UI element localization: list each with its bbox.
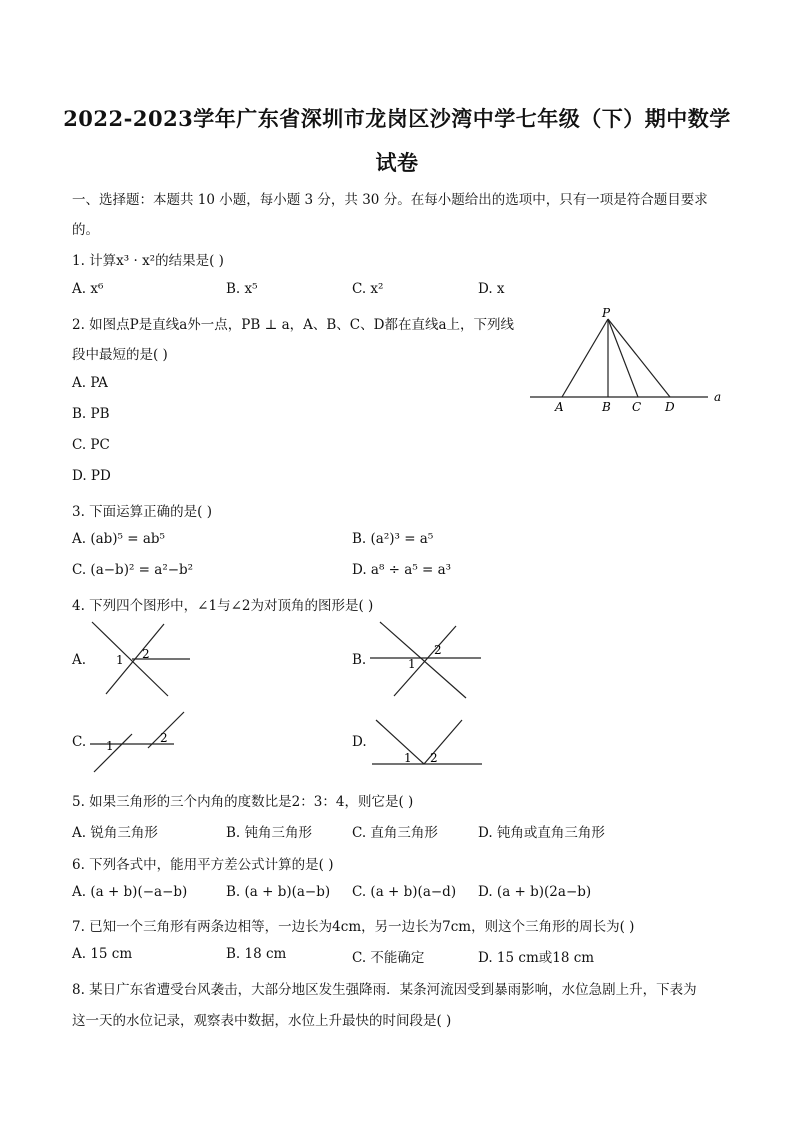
q3-option-d: D. a⁸ ÷ a⁵ = a³ (352, 562, 452, 578)
q3-stem: 3. 下面运算正确的是( ) (72, 504, 212, 520)
q8-stem-continued: 这一天的水位记录，观察表中数据，水位上升最快的时间段是( ) (72, 1013, 452, 1029)
q4-figure-c (88, 706, 198, 776)
svg-text:2: 2 (160, 731, 168, 745)
q2-stem-continued: 段中最短的是( ) (72, 347, 168, 363)
q6-option-b: B. (a + b)(a−b) (226, 884, 331, 900)
label-p: P (602, 306, 611, 320)
q2-stem: 2. 如图点P是直线a外一点，PB ⊥ a，A、B、C、D都在直线a上，下列线 (72, 317, 515, 333)
label-a-point: A (555, 400, 564, 414)
svg-text:2: 2 (142, 647, 150, 661)
q2-figure (520, 305, 730, 417)
q6-stem: 6. 下列各式中，能用平方差公式计算的是( ) (72, 857, 334, 873)
q1-option-d: D. x (478, 281, 505, 297)
q7-option-c: C. 不能确定 (352, 950, 425, 966)
q1-option-c: C. x² (352, 281, 384, 297)
q4-option-b: B. (352, 652, 367, 668)
q5-option-d: D. 钝角或直角三角形 (478, 825, 605, 841)
q5-option-a: A. 锐角三角形 (72, 825, 158, 841)
q2-option-d: D. PD (72, 468, 111, 484)
segment-pa (562, 319, 608, 397)
q4-figure-a (88, 620, 198, 700)
page-title-continued: 试卷 (375, 150, 419, 175)
page-title: 2022-2023学年广东省深圳市龙岗区沙湾中学七年级（下）期中数学 (63, 106, 731, 131)
q5-option-c: C. 直角三角形 (352, 825, 438, 841)
q4-figure-d (368, 714, 483, 770)
q8-stem: 8. 某日广东省遭受台风袭击，大部分地区发生强降雨．某条河流因受到暴雨影响，水位急剧上升，下表为 (72, 982, 697, 998)
segment-pc (608, 319, 638, 397)
section-instructions: 一、选择题：本题共 10 小题，每小题 3 分，共 30 分。在每小题给出的选项中，只有一项是符合题目要求 (72, 192, 708, 208)
svg-text:2: 2 (434, 643, 442, 657)
q4-option-a: A. (72, 652, 87, 668)
q3-option-c: C. (a−b)² = a²−b² (72, 562, 194, 578)
q2-option-a: A. PA (72, 375, 108, 391)
q7-option-a: A. 15 cm (72, 946, 133, 962)
q6-option-c: C. (a + b)(a−d) (352, 884, 457, 900)
svg-text:1: 1 (116, 653, 124, 667)
q1-stem: 1. 计算x³ · x²的结果是( ) (72, 253, 224, 269)
q6-option-d: D. (a + b)(2a−b) (478, 884, 592, 900)
label-line-a: a (714, 390, 722, 404)
label-c-point: C (632, 400, 642, 414)
q4-option-d: D. (352, 734, 367, 750)
q4-stem: 4. 下列四个图形中，∠1与∠2为对顶角的图形是( ) (72, 598, 374, 614)
q4-option-c: C. (72, 734, 87, 750)
segment-pd (608, 319, 670, 397)
label-d-point: D (665, 400, 675, 414)
svg-text:2: 2 (430, 751, 438, 765)
q7-option-d: D. 15 cm或18 cm (478, 950, 595, 966)
q5-stem: 5. 如果三角形的三个内角的度数比是2：3：4，则它是( ) (72, 794, 414, 810)
label-b-point: B (602, 400, 611, 414)
q1-option-b: B. x⁵ (226, 281, 258, 297)
q6-option-a: A. (a + b)(−a−b) (72, 884, 188, 900)
q4-figure-b (368, 618, 483, 700)
q7-option-b: B. 18 cm (226, 946, 287, 962)
svg-text:1: 1 (408, 657, 416, 671)
q3-option-b: B. (a²)³ = a⁵ (352, 531, 434, 547)
section-instructions-continued: 的。 (72, 222, 99, 238)
svg-text:1: 1 (404, 751, 412, 765)
q5-option-b: B. 钝角三角形 (226, 825, 313, 841)
q1-option-a: A. x⁶ (72, 281, 104, 297)
q2-option-c: C. PC (72, 437, 110, 453)
q2-option-b: B. PB (72, 406, 110, 422)
q7-stem: 7. 已知一个三角形有两条边相等，一边长为4cm，另一边长为7cm，则这个三角形的周长为( ) (72, 919, 635, 935)
q3-option-a: A. (ab)⁵ = ab⁵ (72, 531, 165, 547)
svg-text:1: 1 (106, 739, 114, 753)
